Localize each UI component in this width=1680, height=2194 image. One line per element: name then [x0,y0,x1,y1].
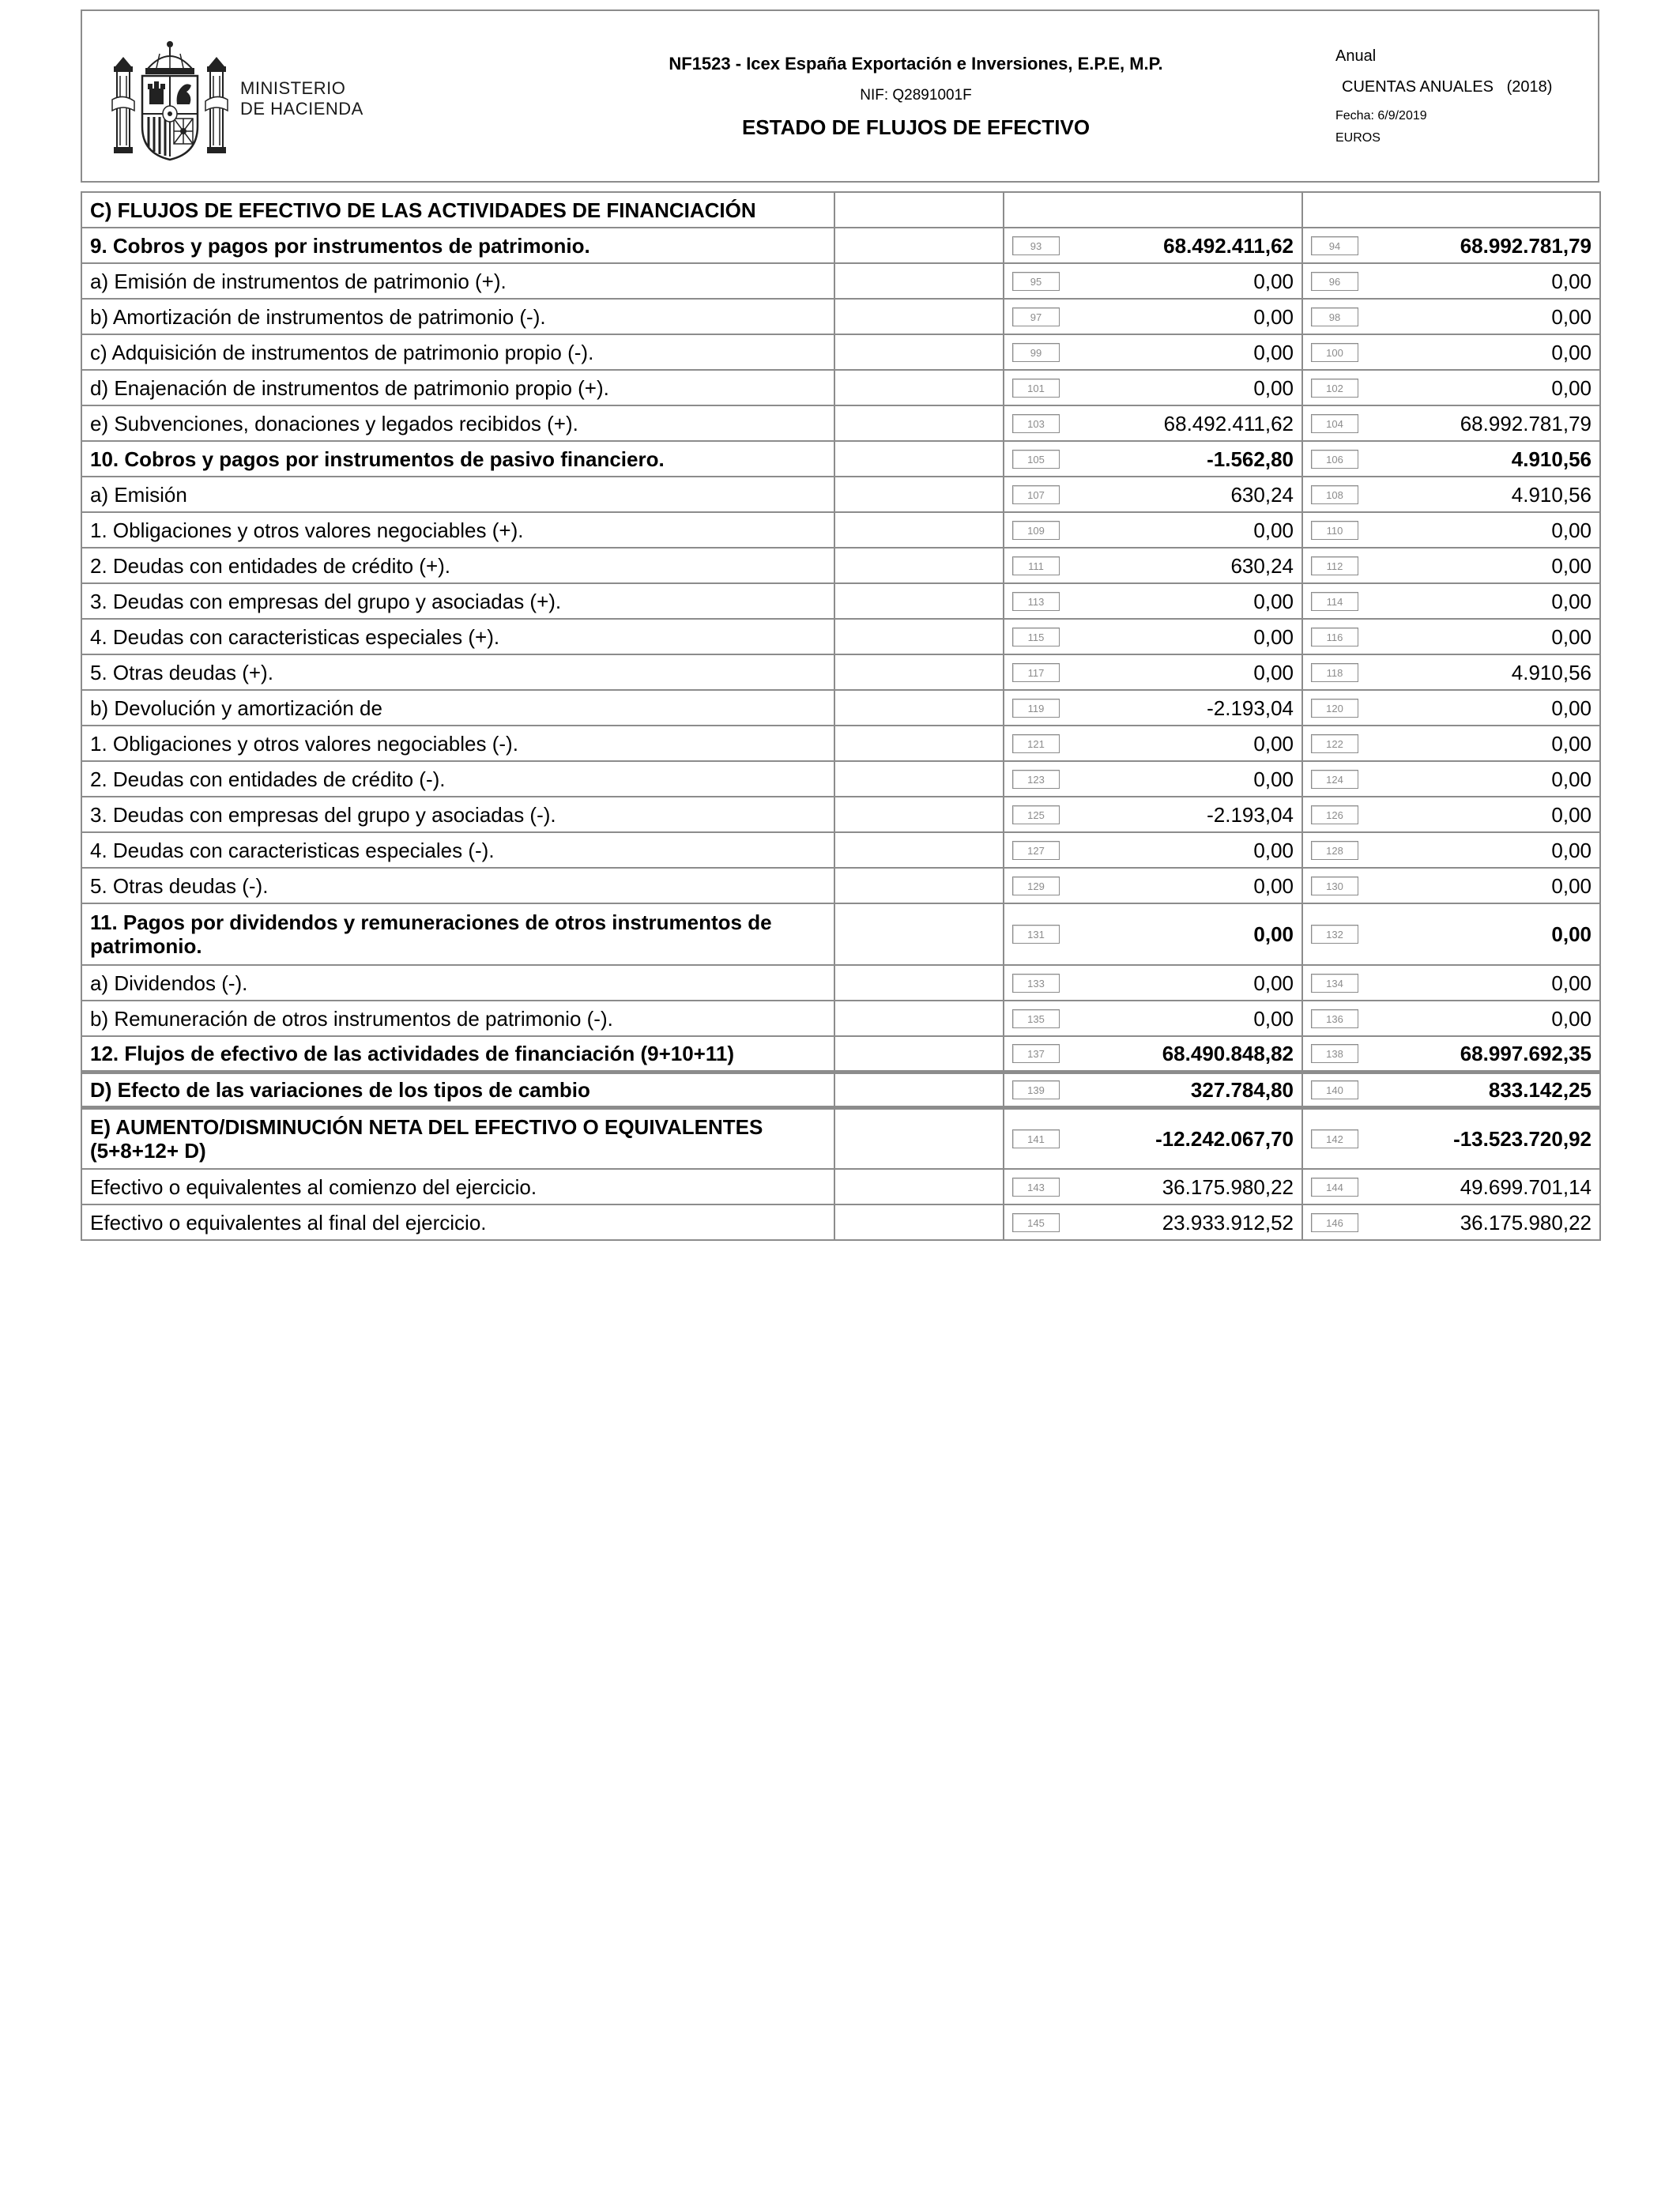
line-code-box: 143 [1012,1178,1060,1197]
ministry-line-1: MINISTERIO [240,78,346,98]
empty-cell [834,965,1004,1001]
table-row [81,965,1600,1001]
prior-year-value: 833.142,25 [1488,1077,1591,1102]
line-code-box: 129 [1012,876,1060,895]
current-year-cell [1004,1036,1302,1072]
line-code-box: 136 [1311,1009,1358,1028]
current-year-value: 0,00 [1253,375,1294,400]
row-label: 12. Flujos de efectivo de las actividades de financiación (9+10+11) [81,1036,834,1072]
prior-year-cell [1302,1107,1600,1169]
prior-year-cell [1302,690,1600,726]
current-year-cell [1004,228,1302,263]
empty-cell [834,1001,1004,1036]
line-code-box: 112 [1311,556,1358,575]
prior-year-value: 0,00 [1551,304,1591,329]
prior-year-value: 0,00 [1551,624,1591,649]
current-year-cell [1004,797,1302,832]
row-label: D) Efecto de las variaciones de los tipos de cambio [81,1072,834,1107]
table-row [81,405,1600,441]
prior-year-cell [1302,548,1600,583]
prior-year-value: 0,00 [1551,553,1591,578]
line-code-box: 144 [1311,1178,1358,1197]
line-code-box: 139 [1012,1080,1060,1099]
prior-year-cell [1302,299,1600,334]
current-year-value: 23.933.912,52 [1162,1210,1294,1235]
cash-flow-table-container [81,191,1599,1241]
prior-year-cell [1302,1204,1600,1240]
entity-name: NF1523 - Icex España Exportación e Inversiones, E.P.E, M.P. [669,54,1163,74]
empty-cell [834,512,1004,548]
line-code-box: 124 [1311,770,1358,789]
current-year-value: 0,00 [1253,269,1294,293]
table-row [81,868,1600,903]
row-label: 5. Otras deudas (+). [81,654,834,690]
current-year-value: 0,00 [1253,838,1294,862]
current-year-cell [1004,761,1302,797]
prior-year-cell [1302,832,1600,868]
prior-year-value: 0,00 [1551,589,1591,613]
prior-year-cell [1302,619,1600,654]
line-code-box: 141 [1012,1129,1060,1148]
table-row [81,690,1600,726]
row-label: a) Dividendos (-). [81,965,834,1001]
current-year-value: 0,00 [1253,660,1294,684]
current-year-value: 0,00 [1253,304,1294,329]
current-year-cell [1004,1107,1302,1169]
table-row [81,1107,1600,1169]
table-row [81,1001,1600,1036]
empty-cell [834,1169,1004,1204]
table-row [81,654,1600,690]
table-row [81,512,1600,548]
prior-year-value: 0,00 [1551,767,1591,791]
cash-flow-table [81,191,1601,1241]
line-code-box: 131 [1012,925,1060,944]
prior-year-value: 0,00 [1551,838,1591,862]
line-code-box: 108 [1311,485,1358,504]
prior-year-cell [1302,334,1600,370]
prior-year-value: 0,00 [1551,971,1591,995]
row-label: c) Adquisición de instrumentos de patrimonio propio (-). [81,334,834,370]
row-label: 3. Deudas con empresas del grupo y asociadas (-). [81,797,834,832]
empty-cell [834,832,1004,868]
empty-cell [834,370,1004,405]
empty-cell [834,583,1004,619]
empty-cell [834,299,1004,334]
prior-year-value: 0,00 [1551,802,1591,827]
line-code-box: 145 [1012,1213,1060,1232]
current-year-cell [1004,1204,1302,1240]
line-code-box: 142 [1311,1129,1358,1148]
prior-year-value: 68.997.692,35 [1460,1041,1591,1065]
row-label: 1. Obligaciones y otros valores negociables (-). [81,726,834,761]
table-row [81,797,1600,832]
line-code-box: 115 [1012,628,1060,647]
current-year-cell [1004,1001,1302,1036]
current-year-cell [1004,690,1302,726]
line-code-box: 94 [1311,236,1358,255]
prior-year-value: 49.699.701,14 [1460,1174,1591,1199]
line-code-box: 95 [1012,272,1060,291]
line-code-box: 118 [1311,663,1358,682]
current-year-value: 0,00 [1253,767,1294,791]
table-row [81,1036,1600,1072]
table-row [81,619,1600,654]
empty-cell [834,441,1004,477]
current-year-cell [1004,370,1302,405]
table-row [81,370,1600,405]
line-code-box: 96 [1311,272,1358,291]
table-row [81,263,1600,299]
line-code-box: 116 [1311,628,1358,647]
nif: NIF: Q2891001F [860,87,972,104]
report-kind: CUENTAS ANUALES (2018) [1342,78,1553,96]
current-year-value: 0,00 [1253,971,1294,995]
prior-year-cell [1302,370,1600,405]
current-year-cell [1004,868,1302,903]
table-row [81,299,1600,334]
ministry-name [240,78,363,119]
line-code-box: 123 [1012,770,1060,789]
current-year-value: -2.193,04 [1207,802,1294,827]
line-code-box: 125 [1012,805,1060,824]
prior-year-value: 0,00 [1551,375,1591,400]
current-year-cell [1004,726,1302,761]
prior-year-value: 0,00 [1551,731,1591,756]
document-title: ESTADO DE FLUJOS DE EFECTIVO [741,115,1090,139]
table-row [81,761,1600,797]
prior-year-value: 4.910,56 [1511,447,1591,471]
line-code-box: 104 [1311,414,1358,433]
row-label: a) Emisión [81,477,834,512]
row-label: d) Enajenación de instrumentos de patrimonio propio (+). [81,370,834,405]
current-year-value: 68.492.411,62 [1163,233,1294,258]
line-code-box: 105 [1012,450,1060,469]
table-row [81,903,1600,965]
prior-year-cell [1302,868,1600,903]
line-code-box: 98 [1311,307,1358,326]
empty-cell [834,726,1004,761]
table-row [81,1204,1600,1240]
line-code-box: 121 [1012,734,1060,753]
line-code-box: 103 [1012,414,1060,433]
prior-year-value: 0,00 [1551,873,1591,898]
line-code-box: 119 [1012,699,1060,718]
prior-year-cell [1302,903,1600,965]
table-row [81,228,1600,263]
table-row [81,548,1600,583]
current-year-cell [1004,965,1302,1001]
row-label: b) Amortización de instrumentos de patrimonio (-). [81,299,834,334]
table-row [81,832,1600,868]
line-code-box: 99 [1012,343,1060,362]
current-year-cell [1004,1072,1302,1107]
prior-year-cell [1302,1072,1600,1107]
empty-cell [1302,192,1600,228]
row-label: a) Emisión de instrumentos de patrimonio (+). [81,263,834,299]
prior-year-value: 0,00 [1551,340,1591,364]
prior-year-cell [1302,477,1600,512]
line-code-box: 102 [1311,379,1358,398]
ministry-line-2: DE HACIENDA [240,99,363,119]
row-label: 11. Pagos por dividendos y remuneraciones de otros instrumentos de patrimonio. [81,903,834,965]
empty-cell [834,477,1004,512]
row-label: 5. Otras deudas (-). [81,868,834,903]
empty-cell [834,797,1004,832]
line-code-box: 134 [1311,974,1358,993]
current-year-value: 327.784,80 [1190,1077,1294,1102]
section-title: C) FLUJOS DE EFECTIVO DE LAS ACTIVIDADES DE FINANCIACIÓN [81,192,834,228]
line-code-box: 133 [1012,974,1060,993]
current-year-value: 68.490.848,82 [1162,1041,1294,1065]
prior-year-value: 68.992.781,79 [1460,411,1591,435]
current-year-cell [1004,903,1302,965]
row-label: Efectivo o equivalentes al final del ejercicio. [81,1204,834,1240]
current-year-value: 630,24 [1230,482,1294,507]
row-label: 3. Deudas con empresas del grupo y asociadas (+). [81,583,834,619]
row-label: 4. Deudas con caracteristicas especiales (+). [81,619,834,654]
current-year-cell [1004,1169,1302,1204]
row-label: e) Subvenciones, donaciones y legados recibidos (+). [81,405,834,441]
current-year-cell [1004,263,1302,299]
current-year-cell [1004,405,1302,441]
empty-cell [834,619,1004,654]
row-label: 2. Deudas con entidades de crédito (+). [81,548,834,583]
coat-of-arms-icon [111,38,229,163]
line-code-box: 128 [1311,841,1358,860]
prior-year-value: 0,00 [1551,1006,1591,1031]
prior-year-cell [1302,512,1600,548]
prior-year-value: 4.910,56 [1511,482,1591,507]
empty-cell [834,1107,1004,1169]
prior-year-cell [1302,1036,1600,1072]
current-year-cell [1004,512,1302,548]
empty-cell [834,761,1004,797]
empty-cell [834,903,1004,965]
empty-cell [1004,192,1302,228]
prior-year-value: 0,00 [1551,269,1591,293]
row-label: 4. Deudas con caracteristicas especiales (-). [81,832,834,868]
empty-cell [834,405,1004,441]
line-code-box: 101 [1012,379,1060,398]
empty-cell [834,1204,1004,1240]
empty-cell [834,548,1004,583]
prior-year-cell [1302,726,1600,761]
line-code-box: 117 [1012,663,1060,682]
line-code-box: 113 [1012,592,1060,611]
current-year-value: -1.562,80 [1207,447,1294,471]
row-label: 1. Obligaciones y otros valores negociables (+). [81,512,834,548]
line-code-box: 122 [1311,734,1358,753]
line-code-box: 97 [1012,307,1060,326]
prior-year-value: -13.523.720,92 [1453,1126,1591,1151]
empty-cell [834,690,1004,726]
line-code-box: 126 [1311,805,1358,824]
row-label: 10. Cobros y pagos por instrumentos de pasivo financiero. [81,441,834,477]
prior-year-cell [1302,1169,1600,1204]
line-code-box: 130 [1311,876,1358,895]
prior-year-cell [1302,228,1600,263]
line-code-box: 137 [1012,1044,1060,1063]
line-code-box: 106 [1311,450,1358,469]
report-date: Fecha: 6/9/2019 [1335,109,1427,123]
current-year-cell [1004,299,1302,334]
prior-year-cell [1302,441,1600,477]
table-row [81,477,1600,512]
table-row [81,583,1600,619]
row-label: E) AUMENTO/DISMINUCIÓN NETA DEL EFECTIVO O EQUIVALENTES (5+8+12+ D) [81,1107,834,1169]
row-label: 2. Deudas con entidades de crédito (-). [81,761,834,797]
prior-year-value: 0,00 [1551,518,1591,542]
section-header-row [81,192,1600,228]
periodicity: Anual [1335,47,1377,65]
current-year-cell [1004,548,1302,583]
current-year-cell [1004,583,1302,619]
prior-year-cell [1302,405,1600,441]
empty-cell [834,1072,1004,1107]
row-label: 9. Cobros y pagos por instrumentos de patrimonio. [81,228,834,263]
empty-cell [834,868,1004,903]
line-code-box: 114 [1311,592,1358,611]
line-code-box: 93 [1012,236,1060,255]
prior-year-cell [1302,263,1600,299]
line-code-box: 107 [1012,485,1060,504]
document-header [81,9,1599,183]
prior-year-cell [1302,797,1600,832]
current-year-value: 630,24 [1230,553,1294,578]
currency: EUROS [1335,131,1381,145]
empty-cell [834,654,1004,690]
table-row [81,441,1600,477]
empty-cell [834,334,1004,370]
current-year-value: 0,00 [1253,1006,1294,1031]
prior-year-cell [1302,654,1600,690]
current-year-value: 0,00 [1253,624,1294,649]
line-code-box: 138 [1311,1044,1358,1063]
row-label: Efectivo o equivalentes al comienzo del ejercicio. [81,1169,834,1204]
current-year-cell [1004,619,1302,654]
line-code-box: 100 [1311,343,1358,362]
empty-cell [834,228,1004,263]
line-code-box: 111 [1012,556,1060,575]
row-label: b) Devolución y amortización de [81,690,834,726]
prior-year-cell [1302,965,1600,1001]
line-code-box: 120 [1311,699,1358,718]
line-code-box: 110 [1311,521,1358,540]
table-row [81,334,1600,370]
line-code-box: 135 [1012,1009,1060,1028]
current-year-cell [1004,441,1302,477]
prior-year-cell [1302,1001,1600,1036]
prior-year-cell [1302,761,1600,797]
prior-year-value: 4.910,56 [1511,660,1591,684]
prior-year-value: 0,00 [1551,696,1591,720]
current-year-cell [1004,832,1302,868]
table-row [81,1072,1600,1107]
current-year-value: 0,00 [1253,340,1294,364]
current-year-cell [1004,334,1302,370]
table-row [81,1169,1600,1204]
line-code-box: 140 [1311,1080,1358,1099]
empty-cell [834,263,1004,299]
current-year-value: 0,00 [1253,518,1294,542]
empty-cell [834,1036,1004,1072]
current-year-cell [1004,477,1302,512]
empty-cell [834,192,1004,228]
row-label: b) Remuneración de otros instrumentos de patrimonio (-). [81,1001,834,1036]
prior-year-value: 0,00 [1551,922,1591,946]
prior-year-value: 68.992.781,79 [1460,233,1591,258]
current-year-value: 0,00 [1253,589,1294,613]
line-code-box: 127 [1012,841,1060,860]
table-row [81,726,1600,761]
prior-year-value: 36.175.980,22 [1460,1210,1591,1235]
current-year-value: -12.242.067,70 [1155,1126,1294,1151]
current-year-value: 0,00 [1253,873,1294,898]
prior-year-cell [1302,583,1600,619]
line-code-box: 132 [1311,925,1358,944]
current-year-value: 0,00 [1253,922,1294,946]
current-year-value: -2.193,04 [1207,696,1294,720]
current-year-value: 68.492.411,62 [1163,411,1294,435]
current-year-value: 0,00 [1253,731,1294,756]
line-code-box: 109 [1012,521,1060,540]
current-year-cell [1004,654,1302,690]
cash-flow-table-body [81,192,1600,1240]
line-code-box: 146 [1311,1213,1358,1232]
current-year-value: 36.175.980,22 [1162,1174,1294,1199]
